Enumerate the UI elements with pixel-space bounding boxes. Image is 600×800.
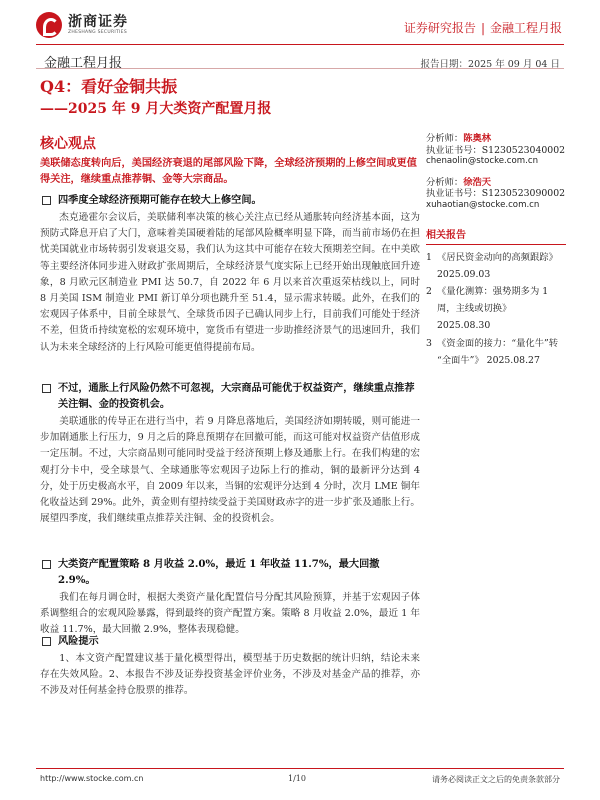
section-body: 美联通胀的传导正在进行当中，若 9 月降息落地后，美国经济如期转暖，则可能进一步加剧通胀上行压力，9 月之后的降息预期存在回撤可能，而这可能对权益资产估值形成一定压制。不过，大宗商品则可能同时受益于经济预期上修及通胀上行。在我们构建的宏观打分卡中，受全球景气、全球通胀等宏观因子边际上行的推动，铜的最新评分达到 4 分，处于历史极高水平，自 2009 年以来，当铜的宏观评分达到 4 分时，次月 LME 铜年化收益达到 29%。此外，黄金则有望持续受益于美国财政赤字的进一步扩张及通胀上行。展望四季度，我们继续重点推荐关注铜、金的投资机会。	[40, 416, 420, 525]
analyst-email[interactable]: chenaolin@stocke.com.cn	[426, 156, 539, 167]
header-report-label: 证券研究报告 | 金融工程月报	[403, 21, 562, 35]
section-3	[40, 556, 420, 639]
risk-section	[40, 633, 420, 700]
report-kind: 证券研究报告	[403, 21, 476, 35]
footer-divider	[36, 768, 564, 769]
section-body: 我们在每月调仓时，根据大类资产量化配置信号分配其风险预算，并基于宏观因子体系调整组合的宏观风险暴露，得到最终的资产配置方案。策略 8 月收益 2.0%，最近 1 年收益 11.7%，最大回撤 2.9%，整体表现稳健。	[40, 592, 420, 636]
related-reports-list	[426, 249, 566, 369]
footer-url[interactable]: http://www.stocke.com.cn	[40, 774, 144, 783]
bullet-icon	[42, 560, 51, 569]
section-1	[40, 192, 420, 356]
bullet-icon	[42, 637, 51, 646]
logo-icon	[36, 12, 62, 38]
logo-name-en: ZHESHANG SECURITIES	[68, 30, 127, 35]
related-report-item[interactable]: 2 《量化测算：强势期多为 1 周，主线或切换》 2025.08.30	[426, 285, 549, 332]
section-heading: 四季度全球经济预期可能存在较大上修空间。	[58, 194, 262, 206]
core-view-heading: 核心观点	[40, 136, 96, 152]
analyst-cert: 执业证书号：S1230523040002	[426, 144, 566, 156]
sidebar	[426, 133, 566, 369]
analyst-card	[426, 133, 566, 168]
section-heading: 不过，通胀上行风险仍然不可忽视，大宗商品可能优于权益资产，继续重点推荐关注铜、金的投资机会。	[58, 382, 415, 410]
analyst-email[interactable]: xuhaotian@stocke.com.cn	[426, 199, 540, 210]
section-heading: 风险提示	[58, 635, 99, 647]
analyst-name: 徐浩天	[463, 176, 492, 188]
analyst-role: 分析师：	[426, 176, 464, 188]
bullet-icon	[42, 384, 51, 393]
section-body: 杰克逊霍尔会议后，美联储利率决策的核心关注点已经从通胀转向经济基本面，这为预防式降息开启了大门，意味着美国硬着陆的尾部风险概率明显下降，而当前市场仍在担忧美国就业市场转弱引发衰退交易，我们认为这其中可能存在较大预期差空间。在中美欧等主要经济体同步进入财政扩张周期后，全球经济景气度实际上已经开始出现触底回升迹象，8 月欧元区制造业 PMI 达 50.7，自 2022 年 6 月以来首次重返荣枯线以上，同时 8 月美国 ISM 制造业 PMI 新订单分项也跳升至 51.4，显示需求转暖。此外，在我们的宏观因子体系中，目前全球景气、全球货币因子已确认同步上行，目前我们可能处于经济不差，但货币持续宽松的宏观环境中，宽货币有望进一步助推经济景气的迅速回升，我们认为未来全球经济的上行风险可能更值得提前布局。	[40, 212, 420, 353]
report-category: 金融工程月报	[489, 21, 562, 35]
page-title: Q4：看好金铜共振	[40, 77, 178, 96]
core-summary: 美联储态度转向后，美国经济衰退的尾部风险下降，全球经济预期的上修空间或更值得关注，继续重点推荐铜、金等大宗商品。	[40, 157, 417, 185]
related-report-item[interactable]: 3 《资金面的接力：“量化牛”转 “全面牛”》 2025.08.27	[426, 337, 559, 366]
related-reports-heading: 相关报告	[426, 226, 566, 245]
report-date: 报告日期：2025 年 09 月 04 日	[420, 59, 560, 70]
related-report-item[interactable]: 1 《居民资金动向的高频跟踪》 2025.09.03	[426, 251, 558, 280]
page-subtitle: ——2025 年 9 月大类资产配置月报	[40, 101, 272, 117]
company-logo	[36, 12, 128, 38]
section-2	[40, 380, 420, 527]
bullet-icon	[42, 196, 51, 205]
analyst-role: 分析师：	[426, 133, 464, 144]
title-divider	[36, 68, 564, 69]
section-body: 1、本文资产配置建议基于量化模型得出，模型基于历史数据的统计归纳，结论未来存在失效风险。2、本报告不涉及证券投资基金评价业务，不涉及对基金产品的推荐，亦不涉及对任何基金持仓股票的推荐。	[40, 653, 420, 697]
analyst-card	[426, 177, 566, 212]
page-number: 1/10	[288, 774, 306, 783]
report-type: 金融工程月报	[44, 56, 123, 71]
analyst-cert: 执业证书号：S1230523090002	[426, 188, 566, 200]
footer-disclaimer-note: 请务必阅读正文之后的免责条款部分	[432, 775, 560, 784]
section-heading: 大类资产配置策略 8 月收益 2.0%，最近 1 年收益 11.7%，最大回撤 2.9%。	[58, 558, 380, 586]
header-divider	[36, 44, 564, 45]
page-header	[0, 0, 600, 44]
logo-name-cn: 浙商证券	[68, 14, 128, 30]
analyst-name: 陈奥林	[463, 133, 492, 144]
